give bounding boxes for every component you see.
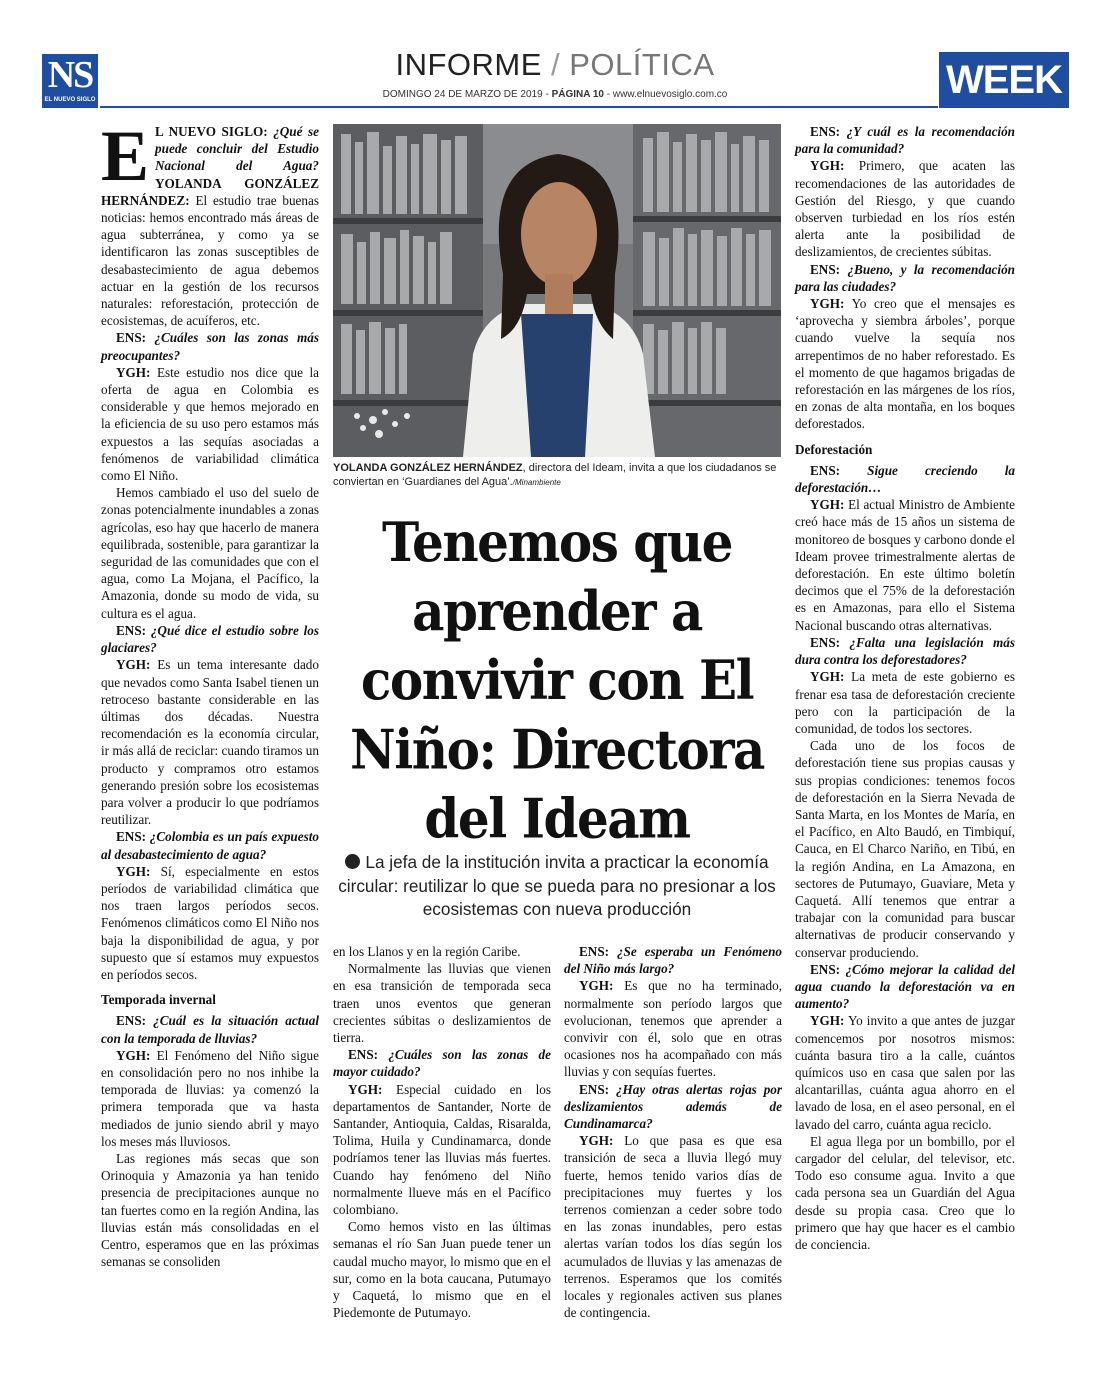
paragraph: en los Llanos y en la región Caribe. bbox=[333, 944, 521, 959]
article-column-4 bbox=[795, 123, 1015, 1253]
section-name: INFORME bbox=[395, 47, 542, 82]
page-number: PÁGINA 10 bbox=[551, 89, 604, 100]
caption-name: YOLANDA GONZÁLEZ HERNÁNDEZ bbox=[333, 462, 523, 474]
paragraph: Normalmente las lluvias que vienen en esa transición de temporada seca traen unos eventos que generan crecientes súbitas o deslizamientos de tierra. bbox=[333, 961, 551, 1046]
answer: YGH: El Fenómeno del Niño sigue en consolidación pero no nos inhibe la temporada de lluvias: ya comenzó la primera temporada que va hasta mediados de junio siendo abril y mayo los meses más lluviosos. bbox=[101, 1047, 319, 1149]
bullet-icon bbox=[345, 854, 360, 869]
answer: YGH: Es que no ha terminado, normalmente son período largos que evolucionan, tenemos que aprender a convivir con él, solo que en otras ocasiones nos ha acompañado con más lluvias y con sequías fuertes. bbox=[564, 978, 783, 1080]
site-url: - www.elnuevosiglo.com.co bbox=[603, 89, 728, 100]
section-separator: / bbox=[541, 47, 570, 82]
question: ENS: ¿Qué dice el estudio sobre los glaciares? bbox=[101, 622, 319, 656]
article-column-1 bbox=[101, 116, 320, 1270]
logo-subtitle: EL NUEVO SIGLO bbox=[44, 97, 96, 103]
headline: Tenemos que aprender a convivir con El Niño: Directora del Ideam bbox=[350, 510, 764, 851]
caption-text: , directora del Ideam, invita a que los ciudadanos se conviertan en ‘Guardianes del Agua’. bbox=[333, 462, 777, 488]
section-subname: POLÍTICA bbox=[569, 47, 715, 82]
answer: YGH: Yo creo que el mensajes es ‘aprovecha y siembra árboles’, porque cuando vuelve la sequía nos arrepentimos de no haber reforestado. Es el momento de que hagamos brigadas de reforestación en las márgenes de los ríos, en zonas de alta montaña, en los boques deforestados. bbox=[795, 296, 1015, 432]
question: ENS: ¿Falta una legislación más dura contra los deforestadores? bbox=[795, 634, 1015, 668]
answer: YGH: El actual Ministro de Ambiente creó hace más de 15 años un sistema de monitoreo de bosques y carbono donde el Ideam provee trimestralmente alertas de deforestación. En este último boletín decimos que el 75% de la deforestación es en Amazonas, para ello el Sistema Nacional buscando otras alternativas. bbox=[795, 497, 1015, 633]
article-column-2 bbox=[333, 943, 551, 1321]
logo-monogram: NS bbox=[47, 54, 93, 96]
paragraph: Como hemos visto en las últimas semanas el río San Juan puede tener un caudal mucho mayor, lo mismo que en el sur, como en la bota caucana, Putumayo y Caquetá, lo mismo que en el Piedemonte de Putumayo. bbox=[333, 1219, 551, 1321]
answer: YGH: Este estudio nos dice que la oferta de agua en Colombia es considerable y que hemos mejorado en la eficiencia de su uso pero estamos más expuestos a las sequías asociadas a fenómenos de variabilidad climática como El Niño. bbox=[101, 364, 320, 484]
answer: YGH: Es un tema interesante dado que nevados como Santa Isabel tienen un retroceso bastante considerable en las últimas dos décadas. Nuestra recomendación es la economía circular, ir más allá de reciclar: cuando tiramos un producto y compramos otro estamos generando presión sobre los ecosistemas para volver a producir lo que podríamos reutilizar. bbox=[101, 657, 319, 828]
question: ENS: Sigue creciendo la deforestación… bbox=[795, 462, 1015, 496]
answer: YGH: La meta de este gobierno es frenar esa tasa de deforestación creciente pero con la participación de la comunidad, de todos los sectores. bbox=[795, 669, 1015, 736]
lead-question: ¿Qué se puede concluir del Estudio Nacional del Agua? bbox=[155, 124, 319, 174]
question: ENS: ¿Cuál es la situación actual con la temporada de lluvias? bbox=[101, 1013, 320, 1046]
lead-tag: L NUEVO SIGLO: bbox=[155, 124, 268, 139]
deck bbox=[333, 851, 781, 922]
lead-name: YOLANDA GONZÁLEZ HERNÁNDEZ: bbox=[101, 175, 319, 208]
question: ENS: ¿Se esperaba un Fenómeno del Niño más largo? bbox=[564, 944, 782, 977]
paragraph: Las regiones más secas que son Orinoquia y Amazonia ya han tenido presencia de precipitaciones aunque no tan fuertes como en la región Andina, las lluvias están más consolidadas en el Centro, esperamos que en las próximas semanas se consoliden bbox=[101, 1150, 319, 1270]
question: ENS: ¿Hay otras alertas rojas por deslizamientos además de Cundinamarca? bbox=[564, 1081, 783, 1132]
section-title bbox=[240, 46, 870, 84]
paragraph: El agua llega por un bombillo, por el cargador del celular, del televisor, etc. Todo eso consume agua. Invito a que cada persona sea un Guardián del Agua desde su propia casa. Creo que lo primero que hay que hacer es el cambio de conciencia. bbox=[795, 1133, 1015, 1252]
header-rule bbox=[100, 106, 938, 108]
lead-paragraph bbox=[101, 116, 319, 329]
dropcap: E bbox=[101, 116, 150, 196]
paragraph: Hemos cambiado el uso del suelo de zonas potencialmente inundables a zonas agrícolas, eso hay que hacerlo de manera equilibrada, sostenible, para garantizar la seguridad de las comunidades que con el agua, como La Mojana, el Pacífico, la Amazonia, donde su modo de vida, su cultura es el agua. bbox=[101, 485, 319, 621]
paragraph: Cada uno de los focos de deforestación tiene sus propias causas y sus propias condiciones: tenemos focos de deforestación en la Sierra Nevada de Santa Marta, en los Montes de María, en el Pacífico, en Alto Baudó, en Timbiquí, Cauca, en El Charco Nariño, en Tibú, en la región Andina, en La Amazona, en sectores de Putumayo, Guaviare, Meta y Caquetá. Allí tenemos que entrar a trabajar con la comunidad para buscar alternativas de producir conservando y conservar produciendo. bbox=[795, 738, 1015, 960]
question: ENS: ¿Cómo mejorar la calidad del agua cuando la deforestación va en aumento? bbox=[795, 961, 1015, 1012]
question: ENS: ¿Cuáles son las zonas de mayor cuidado? bbox=[333, 1047, 551, 1080]
answer: YGH: Lo que pasa es que esa transición de seca a lluvia llegó muy fuerte, hemos tenido varios días de precipitaciones muy fuertes y los terrenos comienzan a ceder sobre todo en las zonas inundables, pero estas alertas varían todos los días según los acumulados de lluvias y las amenazas de terrenos. Esperamos que los comités locales y regionales activen sus planes de contingencia. bbox=[564, 1133, 782, 1321]
deck-text: La jefa de la institución invita a practicar la economía circular: reutilizar lo que se pueda para no presionar a los ecosistemas con nueva producción bbox=[338, 852, 776, 919]
question: ENS: ¿Cuáles son las zonas más preocupantes? bbox=[101, 330, 320, 363]
newspaper-logo bbox=[42, 54, 98, 108]
question: ENS: ¿Bueno, y la recomendación para las ciudades? bbox=[795, 261, 1015, 294]
article-column-3 bbox=[564, 943, 782, 1321]
question: ENS: ¿Y cuál es la recomendación para la comunidad? bbox=[795, 124, 1016, 157]
photo-credit: /Minambiente bbox=[512, 478, 561, 487]
question: ENS: ¿Colombia es un país expuesto al desabastecimiento de agua? bbox=[101, 829, 319, 862]
answer: YGH: Sí, especialmente en estos períodos de variabilidad climática que nos traen largos períodos secos. Fenómenos climáticos como El Niño nos baja la disponibilidad de agua, y por supuesto que sí estamos muy expuestos en períodos secos. bbox=[101, 863, 319, 982]
dateline bbox=[240, 89, 870, 100]
answer: YGH: Yo invito a que antes de juzgar comencemos por nosotros mismos: cuánta basura tiro a la calle, cuántos químicos uso en casa que salen por las alcantarillas, cuánta agua ahorro en el lavado de losa, en el aseo personal, en el lavado del carro, cuánta agua reciclo. bbox=[795, 1013, 1015, 1132]
week-badge: WEEK bbox=[939, 52, 1069, 108]
date-text: DOMINGO 24 DE MARZO DE 2019 - bbox=[382, 89, 552, 100]
photo-caption bbox=[333, 461, 781, 490]
answer: YGH: Especial cuidado en los departamentos de Santander, Norte de Santander, Antioquia, Caldas, Risaralda, Tolima, Huila y Cundinamarca, donde podríamos tener las lluvias más fuertes. Cuando hay fenómeno del Niño normalmente llueve más en el Pacífico colombiano. bbox=[333, 1081, 551, 1218]
photo-illustration bbox=[333, 124, 781, 457]
subhead: Deforestación bbox=[795, 441, 873, 457]
portrait-photo bbox=[333, 124, 781, 457]
answer: YGH: Primero, que acaten las recomendaciones de las autoridades de Gestión del Riesgo, y que cuando observen turbiedad en los ríos estén alerta ante la posibilidad de deslizamientos, de crecientes súbitas. bbox=[795, 158, 1015, 260]
lead-answer: El estudio trae buenas noticias: hemos encontrado más áreas de agua subterránea, y como ya se identificaron las zonas susceptibles de desabastecimiento de agua debemos actuar en la gestión de los recursos naturales: reforestación, protección de ecosistemas, de acuíferos, etc. bbox=[101, 192, 319, 329]
subhead: Temporada invernal bbox=[101, 992, 216, 1008]
